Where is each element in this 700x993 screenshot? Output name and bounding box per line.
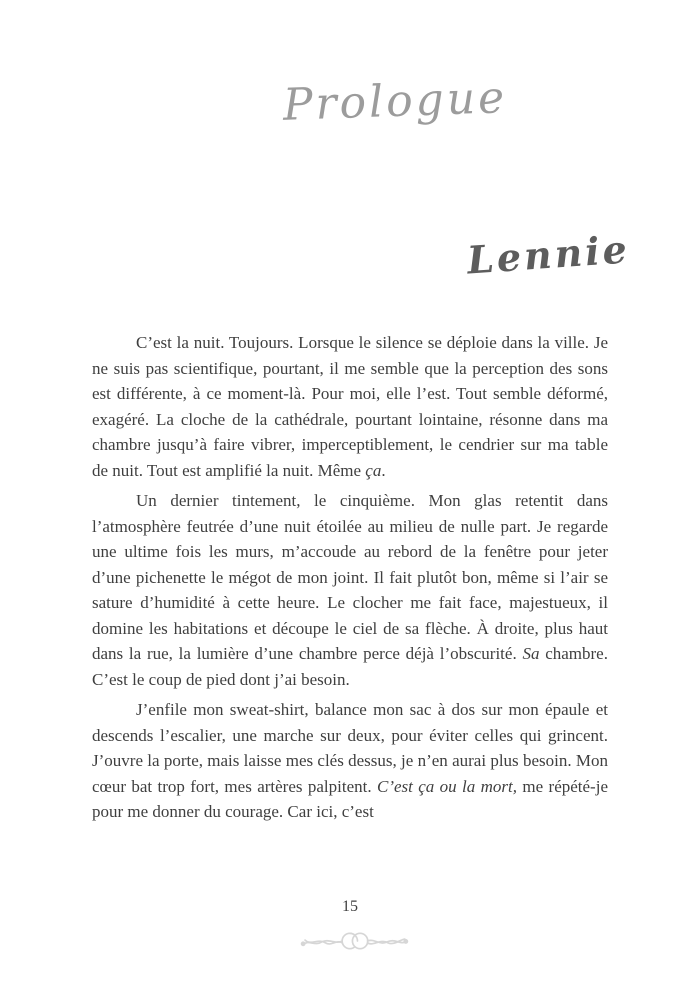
text-run: .	[381, 460, 386, 480]
text-run: me répété-je pour me donner du courage. Car ici, c’est	[92, 776, 608, 821]
paragraph	[92, 697, 608, 825]
body-text	[92, 330, 608, 830]
italic-text-run: C’est ça ou la mort,	[376, 776, 518, 796]
text-run: Un dernier tintement, le cinquième. Mon glas retentit dans l’atmosphère feutrée d’une nuit étoilée au milieu de nulle part. Je regarde une ultime fois les murs, m’accoude au rebord de la fenêtre pour jeter d’une pichenette le mégot de mon joint. Il fait plutôt bon, même si l’air se sature d’humidité à cette heure. Le clocher me fait face, majestueux, il domine les habitations et découpe le ciel de sa flèche. À droite, plus haut dans la rue, la lumière d’une chambre perce déjà l’obscurité.	[92, 491, 608, 663]
italic-text-run: Sa	[522, 644, 540, 663]
page-number: 15	[342, 898, 358, 915]
page-title: Prologue	[282, 72, 508, 131]
paragraph	[92, 488, 608, 692]
chapter-heading: Lennie	[465, 226, 632, 283]
paragraph	[92, 330, 608, 483]
text-run: C’est la nuit. Toujours. Lorsque le silence se déploie dans la ville. Je ne suis pas scientifique, pourtant, il me semble que la perception des sons est différente, à ce moment-là. Pour moi, elle l’est. Tout semble déformé, exagéré. La cloche de la cathédrale, pourtant lointaine, résonne dans ma chambre jusqu’à faire vibrer, imperceptiblement, le cendrier sur ma table de nuit. Tout est amplifié la nuit. Même	[92, 333, 608, 480]
italic-text-run: ça	[365, 460, 382, 480]
text-run: J’enfile mon sweat-shirt, balance mon sac à dos sur mon épaule et descends l’escalier, une marche sur deux, pour éviter celles qui grincent. J’ouvre la porte, mais laisse mes clés dessus, je n’en aurai plus besoin. Mon cœur bat trop fort, mes artères palpitent.	[92, 700, 608, 796]
interlocked-rings-divider-icon	[298, 924, 410, 958]
text-run: chambre. C’est le coup de pied dont j’ai besoin.	[92, 644, 608, 689]
